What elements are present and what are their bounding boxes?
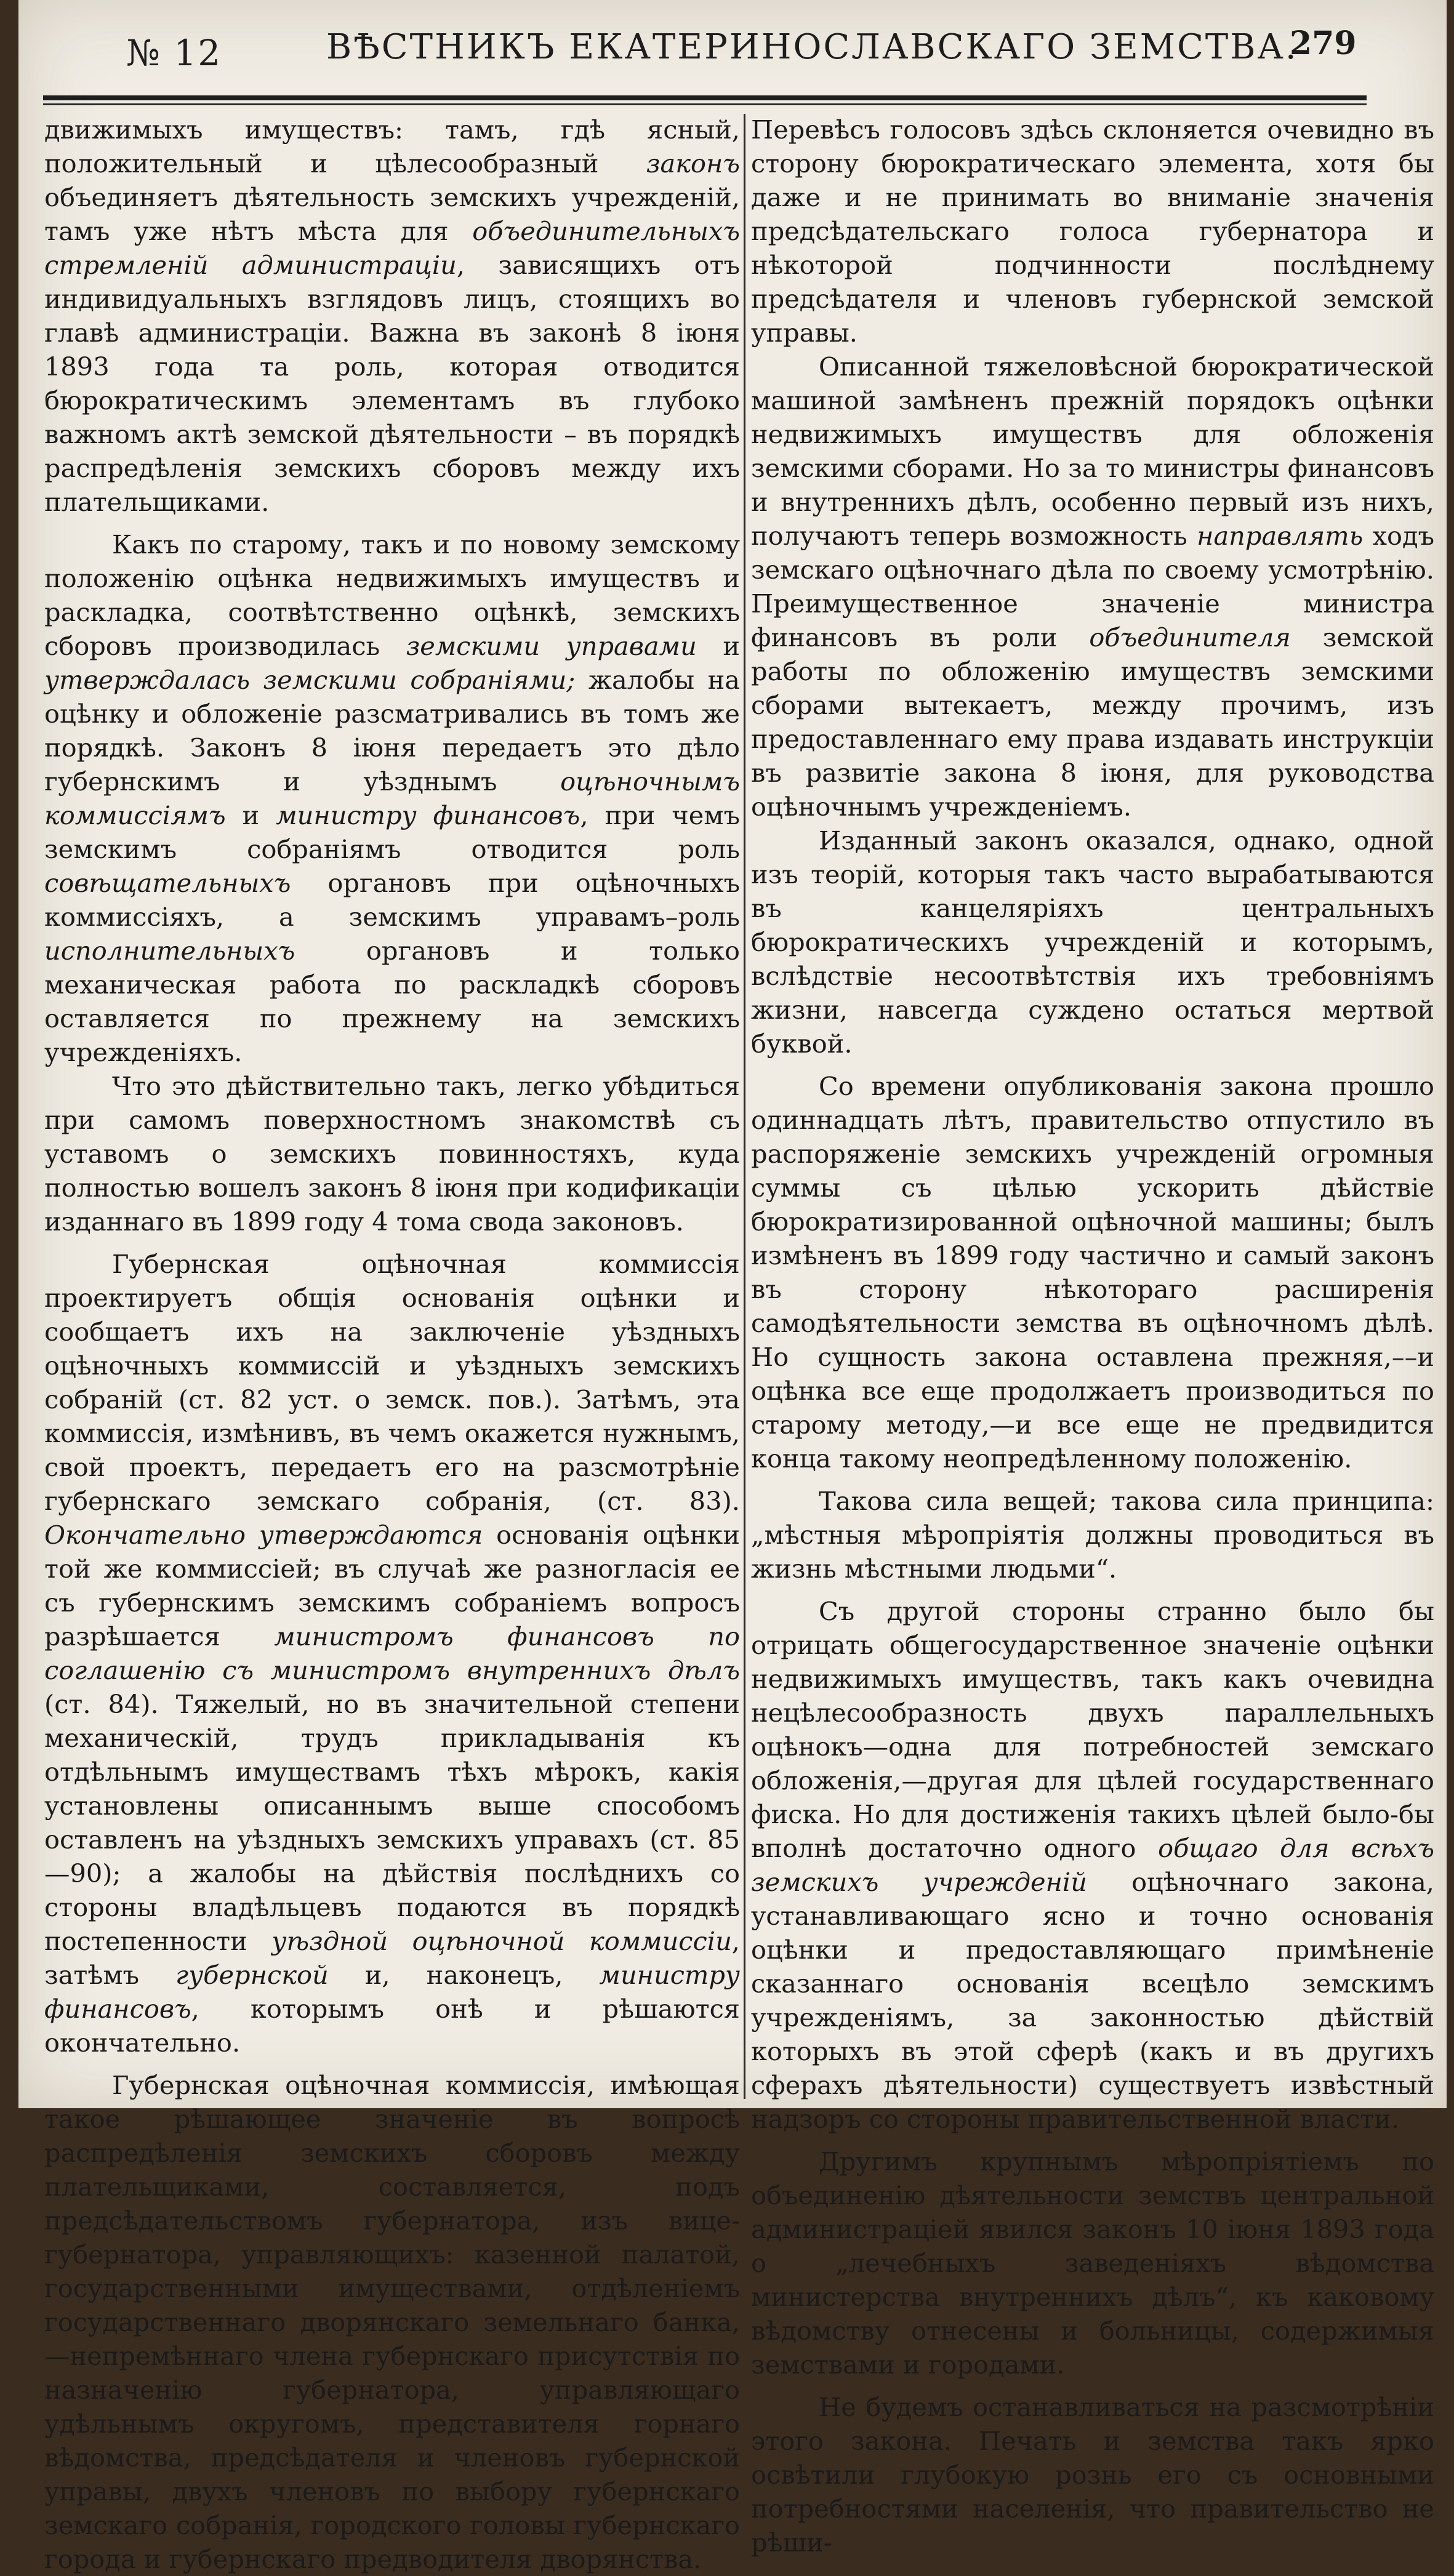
italic-emphasis: объединительныхъ стремленій администраціи xyxy=(44,216,740,280)
italic-emphasis: министру финансовъ xyxy=(44,1960,740,2024)
issue-number: № 12 xyxy=(126,32,222,74)
right-column xyxy=(751,113,1434,2558)
italic-emphasis: исполнительныхъ xyxy=(44,936,295,966)
right-paragraph-1: Перевѣсъ голосовъ здѣсь склоняется очевидно въ сторону бюрократическаго элемента, хотя бы даже и не принимать во вниманіе значенія предсѣдательскаго голоса губернатора и нѣкоторой подчинности послѣднему предсѣдателя и членовъ губернской земской управы. xyxy=(751,114,1434,348)
header-rule-thick xyxy=(43,95,1367,100)
page-header xyxy=(43,14,1357,81)
italic-emphasis: совѣщательныхъ xyxy=(44,868,291,898)
italic-emphasis: Окончательно утверждаются xyxy=(44,1520,483,1550)
left-column xyxy=(44,113,741,2574)
italic-emphasis: утверждалась земскими собраніями; xyxy=(44,665,576,695)
header-rule-thin xyxy=(43,103,1367,105)
right-paragraph-7: Другимъ крупнымъ мѣропріятіемъ по объединенію дѣятельности земствъ центральной администраціей явился законъ 10 іюня 1893 года о „лечебныхъ заведеніяхъ вѣдомства министерства внутреннихъ дѣлъ“, къ каковому вѣдомству отнесены и больницы, содержимыя земствами и городами. xyxy=(751,2146,1434,2380)
italic-emphasis: объединителя xyxy=(1089,622,1291,652)
right-paragraph-2: Описанной тяжеловѣсной бюрократической машиной замѣненъ прежній порядокъ оцѣнки недвижимыхъ имуществъ для обложенія земскими сборами. Но за то министры финансовъ и внутреннихъ дѣлъ, особенно первый изъ нихъ, получаютъ теперь возможность направлять ходъ земскаго оцѣночнаго дѣла по своему усмотрѣнію. Преимущественное значеніе министра финансовъ въ роли объединителя земской работы по обложенію имуществъ земскими сборами вытекаетъ, между прочимъ, изъ предоставленнаго ему права издавать инструкціи въ развитіе закона 8 іюня, для руководства оцѣночнымъ учрежденіемъ. xyxy=(751,351,1434,822)
left-paragraph-5: Губернская оцѣночная коммиссія, имѣющая такое рѣшающее значеніе въ вопросѣ распредѣленія земскихъ сборовъ между плательщиками, составляется, подъ предсѣдательствомъ губернатора, изъ вице-губернатора, управляющихъ: казенной палатой, государственными имуществами, отдѣленіемъ государственнаго дворянскаго земельнаго банка,—непремѣннаго члена губернскаго присутствія по назначенію губернатора, управляющаго удѣльнымъ округомъ, представителя горнаго вѣдомства, предсѣдателя и членовъ губернской управы, двухъ членовъ по выбору губернскаго земскаго собранія, городского головы губернскаго города и губернскаго предводителя дворянства. xyxy=(44,2070,740,2574)
right-paragraph-5: Такова сила вещей; такова сила принципа: „мѣстныя мѣропріятія должны проводиться въ жизнь мѣстными людьми“. xyxy=(751,1486,1434,1584)
italic-emphasis: уѣздной оцѣночной коммиссіи xyxy=(271,1926,732,1956)
publication-title: ВѢСТНИКЪ ЕКАТЕРИНОСЛАВСКАГО ЗЕМСТВА. xyxy=(326,27,1298,67)
italic-emphasis: министру финансовъ xyxy=(276,800,580,830)
right-paragraph-8: Не будемъ останавливаться на разсмотрѣніи этого закона. Печать и земства такъ ярко освѣтили глубокую рознь его съ основными потребностями населенія, что правительство не рѣши- xyxy=(751,2392,1434,2558)
right-paragraph-6: Съ другой стороны странно было бы отрицать общегосударственное значеніе оцѣнки недвижимыхъ имуществъ, такъ какъ очевидна нецѣлесообразность двухъ параллельныхъ оцѣнокъ—одна для потребностей земскаго обложенія,—другая для цѣлей государственнаго фиска. Но для достиженія такихъ цѣлей было-бы вполнѣ достаточно одного общаго для всѣхъ земскихъ учрежденій оцѣночнаго закона, устанавливающаго ясно и точно основанія оцѣнки и предоставляющаго примѣненіе сказаннаго основанія всецѣло земскимъ учрежденіямъ, за законностью дѣйствій которыхъ въ этой сферѣ (какъ и въ другихъ сферахъ дѣятельности) существуетъ извѣстный надзоръ со стороны правительственной власти. xyxy=(751,1596,1434,2134)
left-paragraph-4: Губернская оцѣночная коммиссія проектируетъ общія основанія оцѣнки и сообщаетъ ихъ на заключеніе уѣздныхъ оцѣночныхъ коммиссій и уѣздныхъ земскихъ собраній (ст. 82 уст. о земск. пов.). Затѣмъ, эта коммиссія, измѣнивъ, въ чемъ окажется нужнымъ, свой проектъ, передаетъ его на разсмотрѣніе губернскаго земскаго собранія, (ст. 83). Окончательно утверждаются основанія оцѣнки той же коммиссіей; въ случаѣ же разногласія ее съ губернскимъ земскимъ собраніемъ вопросъ разрѣшается министромъ финансовъ по соглашенію съ министромъ внутреннихъ дѣлъ (ст. 84). Тяжелый, но въ значительной степени механическій, трудъ прикладыванія къ отдѣльнымъ имуществамъ тѣхъ мѣрокъ, какія установлены описаннымъ выше способомъ оставленъ на уѣздныхъ земскихъ управахъ (ст. 85—90); а жалобы на дѣйствія послѣднихъ со стороны владѣльцевъ подаются въ порядкѣ постепенности уѣздной оцѣночной коммиссіи, затѣмъ губернской и, наконецъ, министру финансовъ, которымъ онѣ и рѣшаются окончательно. xyxy=(44,1249,740,2058)
newspaper-page xyxy=(18,0,1447,2574)
italic-emphasis: оцѣночнымъ коммиссіямъ xyxy=(44,766,740,830)
column-divider xyxy=(744,114,745,2099)
italic-emphasis: законъ xyxy=(646,148,740,179)
right-paragraph-3: Изданный законъ оказался, однако, одной изъ теорій, которыя такъ часто вырабатываются въ канцеляріяхъ центральныхъ бюрократическихъ учрежденій и которымъ, вслѣдствіе несоотвѣтствія ихъ требовніямъ жизни, навсегда суждено остаться мертвой буквой. xyxy=(751,825,1434,1059)
left-paragraph-1: движимыхъ имуществъ: тамъ, гдѣ ясный, положительный и цѣлесообразный законъ объединяетъ дѣятельность земскихъ учрежденій, тамъ уже нѣтъ мѣста для объединительныхъ стремленій администраціи, зависящихъ отъ индивидуальныхъ взглядовъ лицъ, стоящихъ во главѣ администраціи. Важна въ законѣ 8 іюня 1893 года та роль, которая отводится бюрократическимъ элементамъ въ глубоко важномъ актѣ земской дѣятельности – въ порядкѣ распредѣленія земскихъ сборовъ между ихъ плательщиками. xyxy=(44,114,741,517)
page-number: 279 xyxy=(1290,25,1357,62)
italic-emphasis: министромъ финансовъ по соглашенію съ министромъ внутреннихъ дѣлъ xyxy=(44,1621,740,1685)
left-paragraph-2: Какъ по старому, такъ и по новому земскому положенію оцѣнка недвижимыхъ имуществъ и раскладка, соотвѣтственно оцѣнкѣ, земскихъ сборовъ производилась земскими управами и утверждалась земскими собраніями; жалобы на оцѣнку и обложеніе разсматривались въ томъ же порядкѣ. Законъ 8 іюня передаетъ это дѣло губернскимъ и уѣзднымъ оцѣночнымъ коммиссіямъ и министру финансовъ, при чемъ земскимъ собраніямъ отводится роль совѣщательныхъ органовъ при оцѣночныхъ коммиссіяхъ, а земскимъ управамъ–роль исполнительныхъ органовъ и только механическая работа по раскладкѣ сборовъ оставляется по прежнему на земскихъ учрежденіяхъ. xyxy=(44,529,741,1067)
right-paragraph-4: Со времени опубликованія закона прошло одиннадцать лѣтъ, правительство отпустило въ распоряженіе земскихъ учрежденій огромныя суммы съ цѣлью ускорить дѣйствіе бюрократизированной оцѣночной машины; былъ измѣненъ въ 1899 году частично и самый законъ въ сторону нѣкотораго расширенія самодѣятельности земства въ оцѣночномъ дѣлѣ. Но сущность закона оставлена прежняя,––и оцѣнка все еще продолжаетъ производиться по старому методу,—и все еще не предвидится конца такому неопредѣленному положенію. xyxy=(751,1071,1434,1474)
italic-emphasis: направлять xyxy=(1197,521,1364,551)
left-paragraph-3: Что это дѣйствительно такъ, легко убѣдиться при самомъ поверхностномъ знакомствѣ съ уставомъ о земскихъ повинностяхъ, куда полностью вошелъ законъ 8 іюня при кодификаціи изданнаго въ 1899 году 4 тома свода законовъ. xyxy=(44,1071,740,1237)
italic-emphasis: губернской xyxy=(175,1960,329,1990)
italic-emphasis: земскими управами xyxy=(406,631,697,661)
italic-emphasis: общаго для всѣхъ земскихъ учрежденій xyxy=(751,1833,1434,1897)
